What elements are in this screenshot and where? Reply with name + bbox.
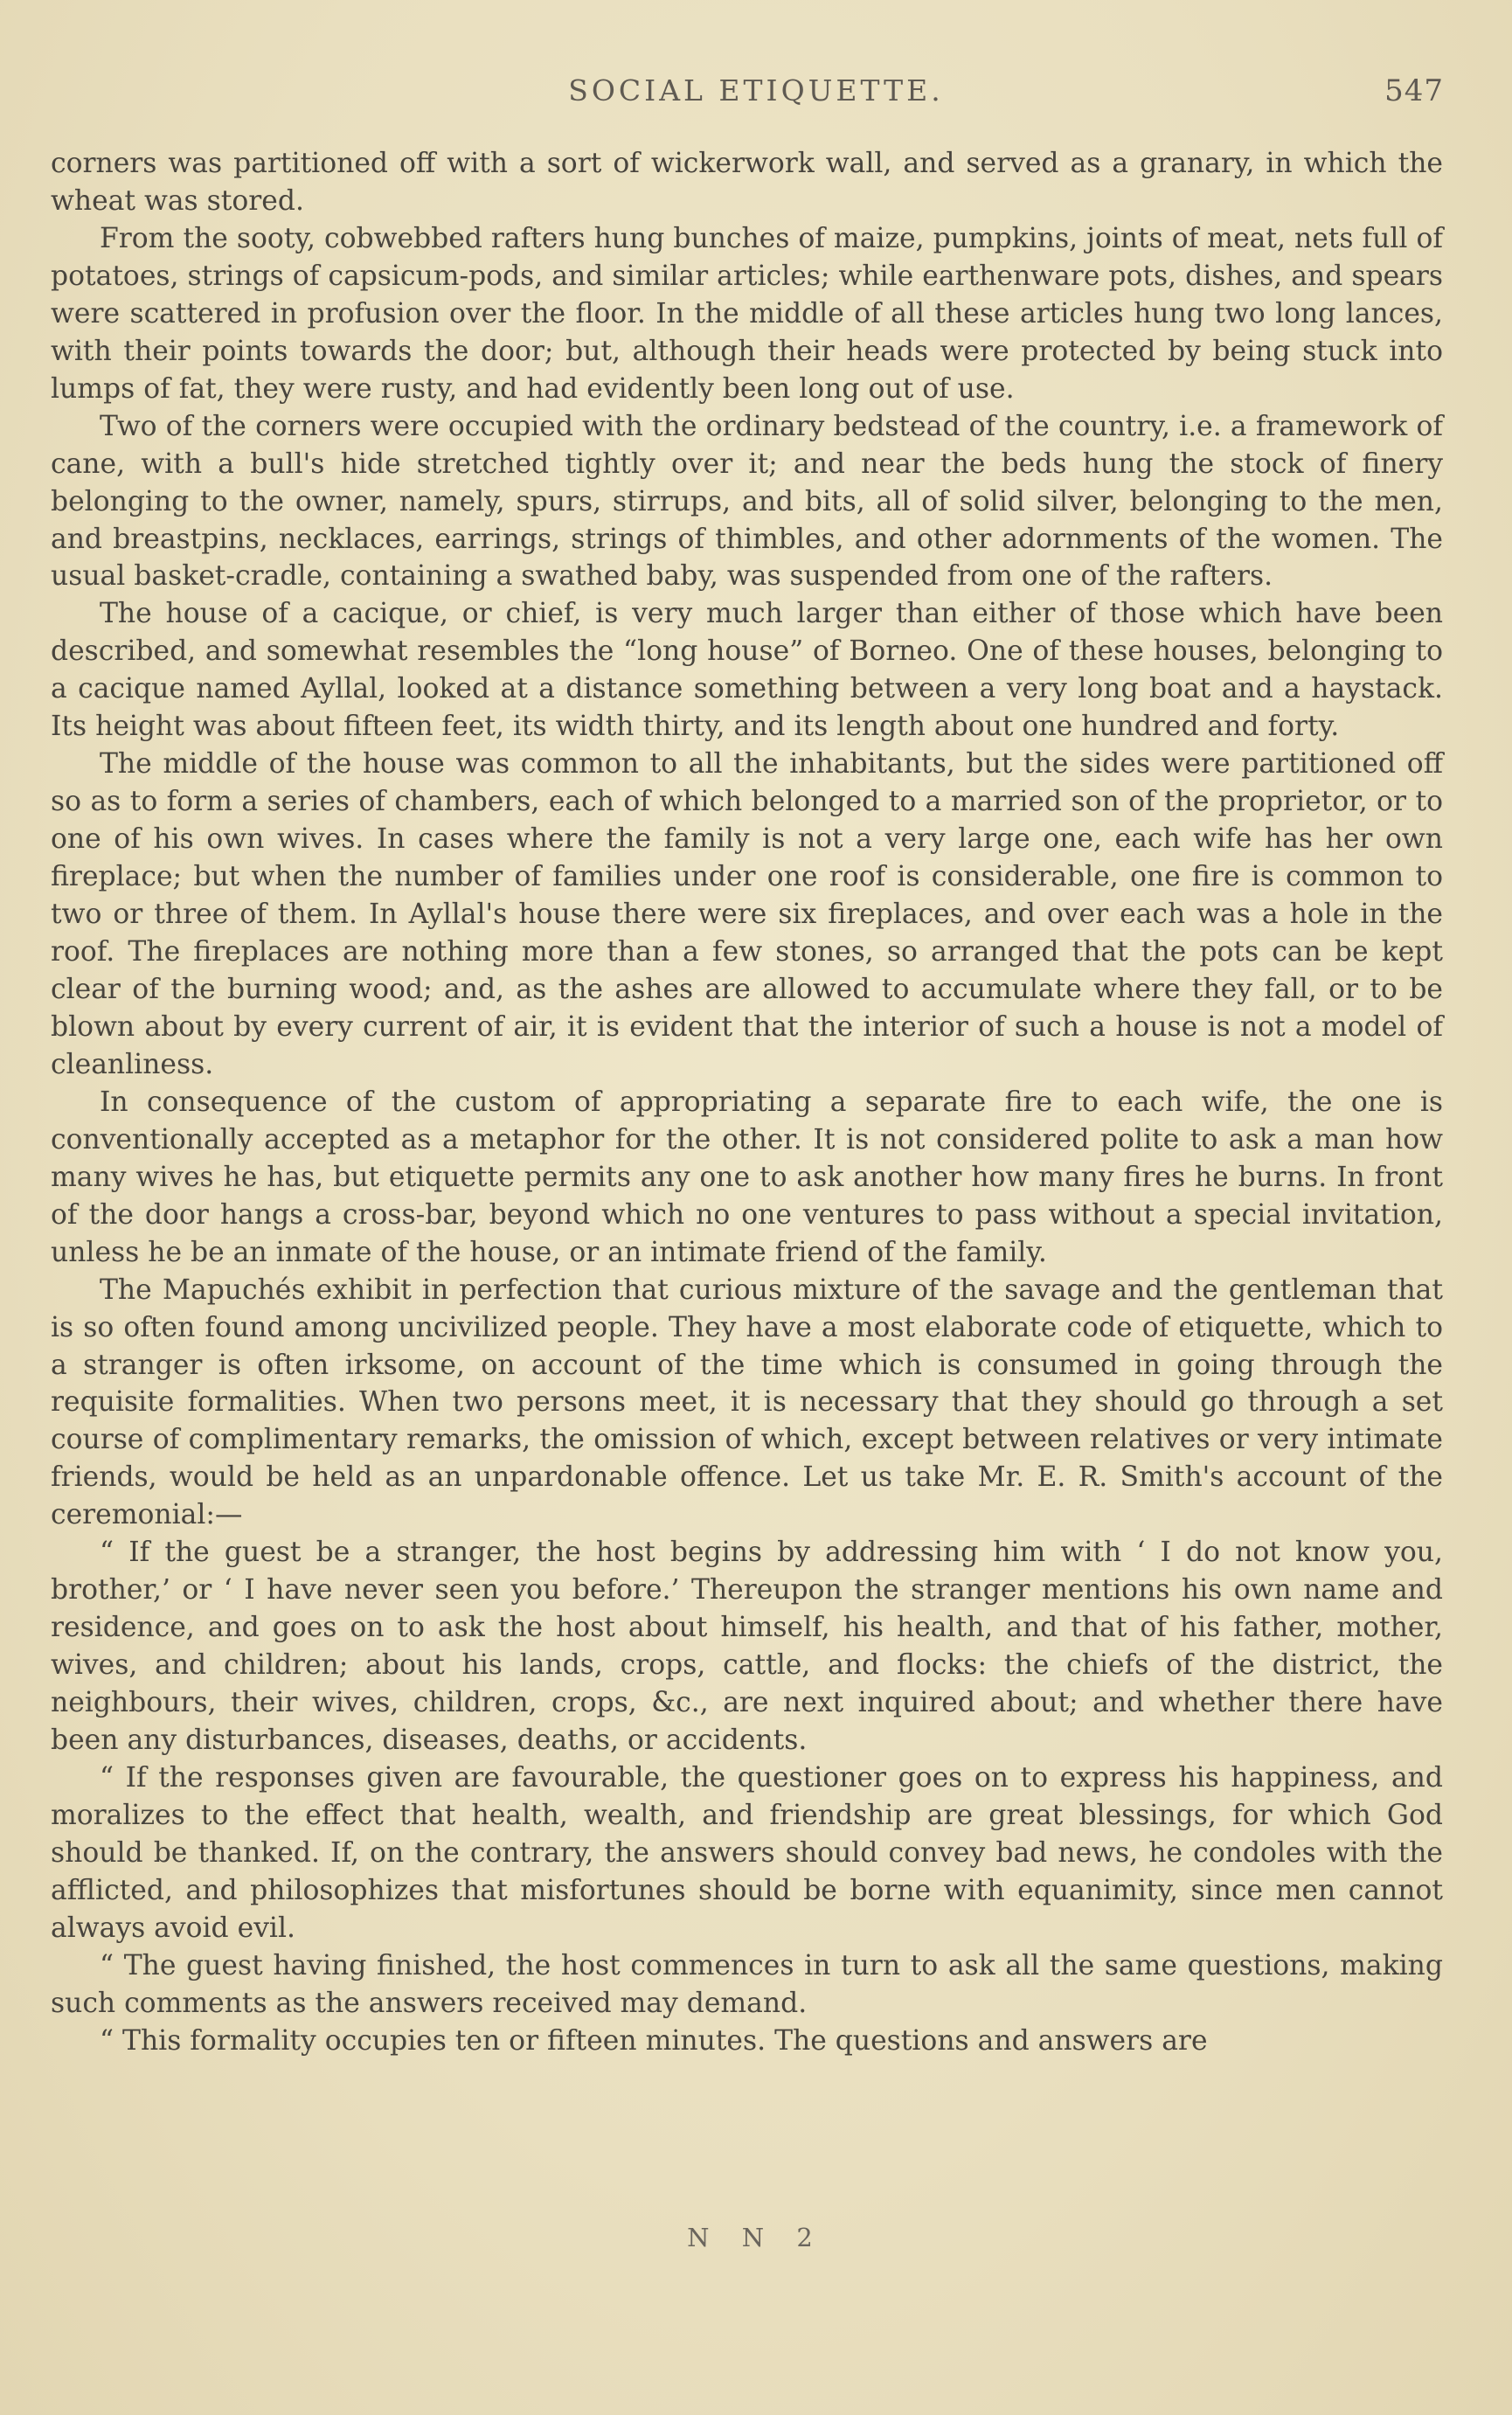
paragraph: The house of a cacique, or chief, is very much larger than either of those which have been described, and somewhat resembles the “long house” of Borneo. One of these houses, belonging to a cacique named Ayllal, looked at a distance something between a very long boat and a haystack. Its height was about fifteen feet, its width thirty, and its length about one hundred and forty.	[51, 598, 1443, 743]
paragraph: “ The guest having finished, the host commences in turn to ask all the same questions, making such comments as the answers received may demand.	[51, 1949, 1443, 2019]
page-number: 547	[1384, 73, 1444, 108]
running-title: SOCIAL ETIQUETTE.	[568, 73, 944, 108]
body-text	[51, 145, 1443, 2060]
signature-mark: N N 2	[687, 2223, 825, 2252]
paragraph: “ This formality occupies ten or fifteen minutes. The questions and answers are	[100, 2024, 1208, 2057]
paragraph: The Mapuchés exhibit in perfection that curious mixture of the savage and the gentleman that is so often found among uncivilized people. They have a most elaborate code of etiquette, which to a stranger is often irksome, on account of the time which is consumed in going through the requisite formalities. When two persons meet, it is necessary that they should go through a set course of complimentary remarks, the omission of which, except between relatives or very intimate friends, would be held as an unpardonable offence. Let us take Mr. E. R. Smith's account of the ceremonial:—	[51, 1273, 1443, 1531]
paragraph: “ If the guest be a stranger, the host begins by addressing him with ‘ I do not know you, brother,’ or ‘ I have never seen you before.’ Thereupon the stranger mentions his own name and residence, and goes on to ask the host about himself, his health, and that of his father, mother, wives, and children; about his lands, crops, cattle, and flocks: the chiefs of the district, the neighbours, their wives, children, crops, &c., are next inquired about; and whether there have been any disturbances, diseases, deaths, or accidents.	[51, 1537, 1443, 1757]
running-header	[0, 73, 1512, 126]
paragraph: Two of the corners were occupied with the ordinary bedstead of the country, i.e. a framework of cane, with a bull's hide stretched tightly over it; and near the beds hung the stock of finery belonging to the owner, namely, spurs, stirrups, and bits, all of solid silver, belonging to the men, and breastpins, necklaces, earrings, strings of thimbles, and other adornments of the women. The usual basket-cradle, containing a swathed baby, was suspended from one of the rafters.	[51, 410, 1443, 593]
paragraph: corners was partitioned off with a sort of wickerwork wall, and served as a granary, in which the wheat was stored.	[51, 148, 1443, 217]
paragraph: “ If the responses given are favourable, the questioner goes on to express his happiness, and moralizes to the effect that health, wealth, and friendship are great blessings, for which God should be thanked. If, on the contrary, the answers should convey bad news, he condoles with the afflicted, and philosophizes that misfortunes should be borne with equanimity, since men cannot always avoid evil.	[51, 1761, 1443, 1944]
paragraph: In consequence of the custom of appropriating a separate fire to each wife, the one is conventionally accepted as a metaphor for the other. It is not considered polite to ask a man how many wives he has, but etiquette permits any one to ask another how many fires he burns. In front of the door hangs a cross-bar, beyond which no one ventures to pass without a special invitation, unless he be an inmate of the house, or an intimate friend of the family.	[51, 1086, 1443, 1268]
paragraph: The middle of the house was common to all the inhabitants, but the sides were partitioned off so as to form a series of chambers, each of which belonged to a married son of the proprietor, or to one of his own wives. In cases where the family is not a very large one, each wife has her own fireplace; but when the number of families under one roof is considerable, one fire is common to two or three of them. In Ayllal's house there were six fireplaces, and over each was a hole in the roof. The fireplaces are nothing more than a few stones, so arranged that the pots can be kept clear of the burning wood; and, as the ashes are allowed to accumulate where they fall, or to be blown about by every current of air, it is evident that the interior of such a house is not a model of cleanliness.	[51, 748, 1443, 1080]
paragraph: From the sooty, cobwebbed rafters hung bunches of maize, pumpkins, joints of meat, nets full of potatoes, strings of capsicum-pods, and similar articles; while earthenware pots, dishes, and spears were scattered in profusion over the floor. In the middle of all these articles hung two long lances, with their points towards the door; but, although their heads were protected by being stuck into lumps of fat, they were rusty, and had evidently been long out of use.	[51, 222, 1443, 405]
